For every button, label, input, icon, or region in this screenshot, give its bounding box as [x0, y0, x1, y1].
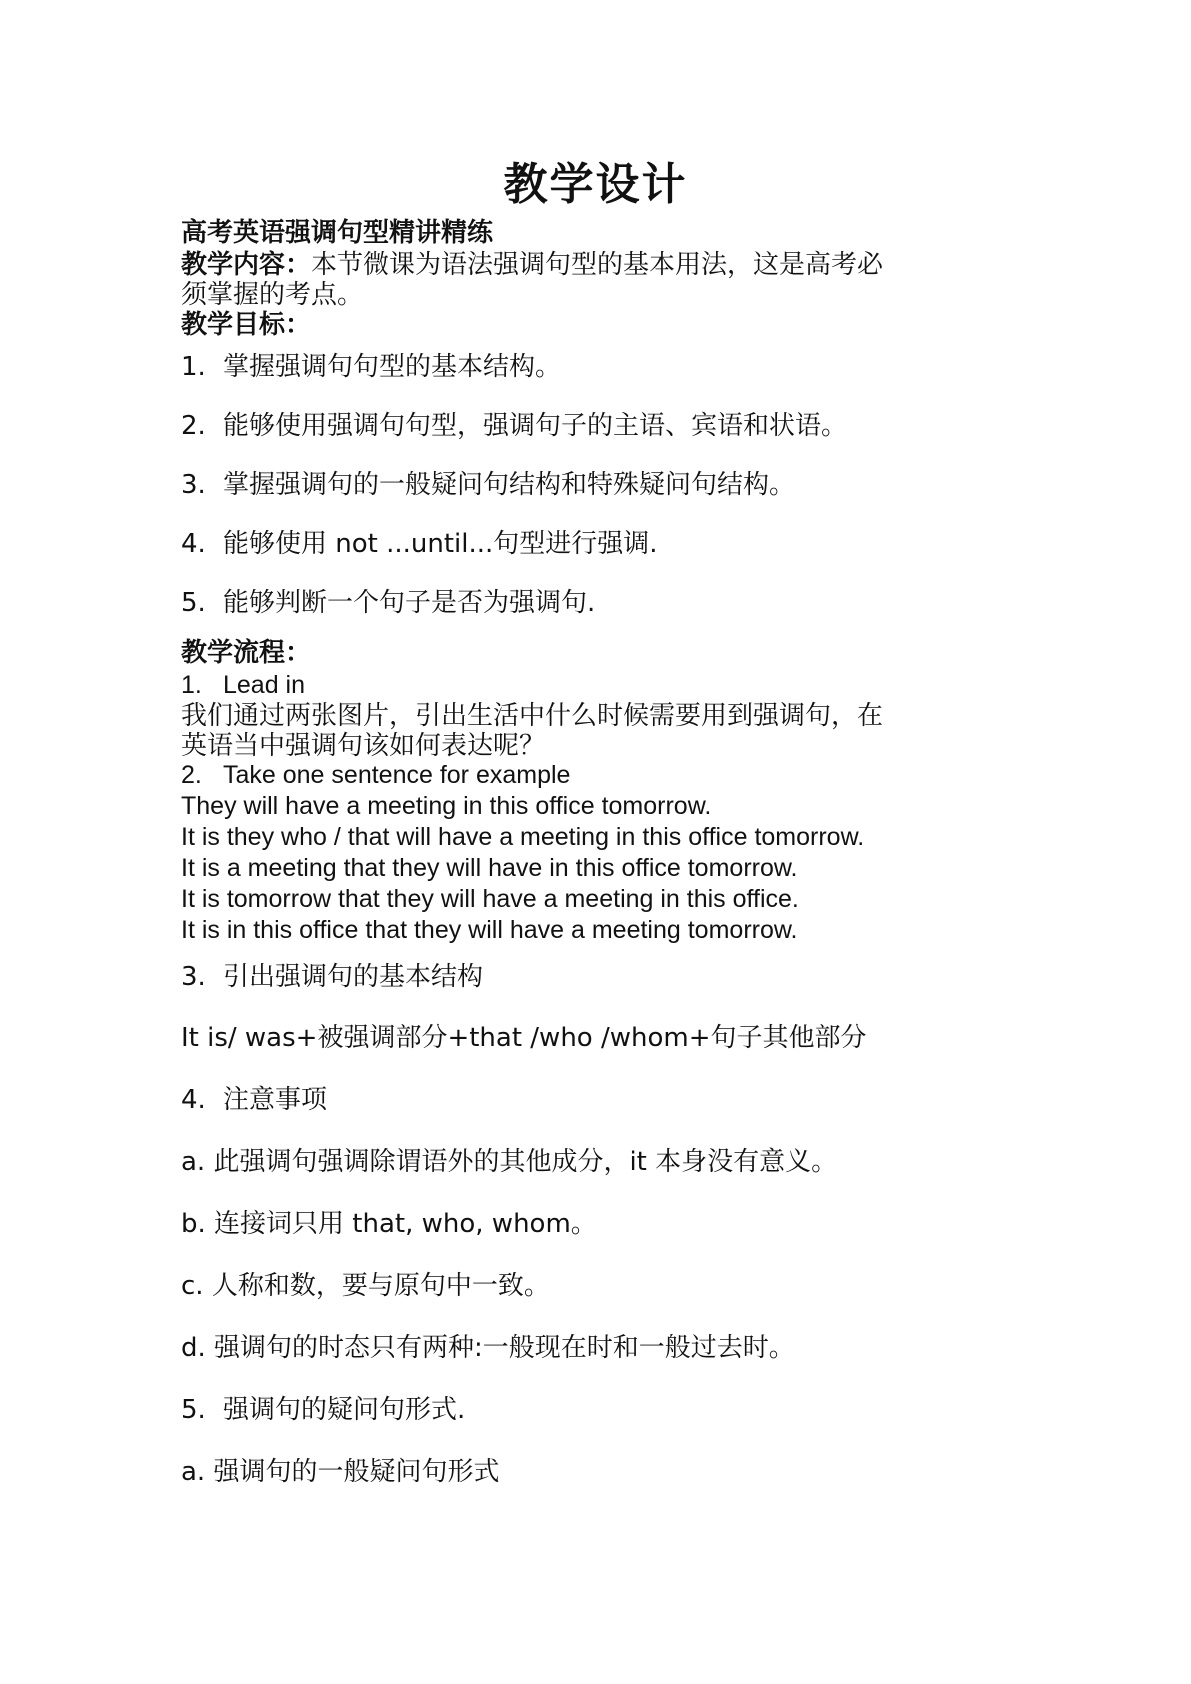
note-item: d. 强调句的时态只有两种:一般现在时和一般过去时。 — [181, 1333, 795, 1363]
step1-desc-line-1: 我们通过两张图片，引出生活中什么时候需要用到强调句，在 — [181, 701, 884, 731]
process-heading: 教学流程： — [181, 638, 312, 668]
objective-number: 2. — [181, 411, 206, 441]
step-text: 强调句的疑问句形式. — [223, 1395, 466, 1425]
objective-item — [181, 469, 795, 502]
objective-number: 1. — [181, 352, 206, 382]
step5-item-a: a. 强调句的一般疑问句形式 — [181, 1457, 500, 1487]
objective-number: 4. — [181, 529, 206, 559]
page-title: 教学设计 — [503, 159, 688, 210]
process-step-1 — [181, 669, 305, 702]
example-sentence: They will have a meeting in this office tomorrow. — [181, 792, 712, 820]
process-step-5 — [181, 1394, 465, 1427]
objectives-heading: 教学目标： — [181, 310, 312, 340]
process-step-2 — [181, 759, 570, 792]
content-line-1 — [181, 249, 883, 282]
content-text-1: 本节微课为语法强调句型的基本用法，这是高考必 — [311, 250, 884, 280]
step-text: 注意事项 — [223, 1085, 328, 1115]
step-text: Lead in — [223, 671, 306, 699]
objective-text: 能够使用 not ...until...句型进行强调. — [223, 529, 658, 559]
step-text: Take one sentence for example — [223, 761, 571, 789]
step-number: 1. — [181, 671, 202, 699]
example-sentence: It is they who / that will have a meeting in this office tomorrow. — [181, 823, 865, 851]
content-label: 教学内容： — [181, 250, 312, 280]
objective-number: 5. — [181, 588, 206, 618]
example-sentence: It is in this office that they will have a meeting tomorrow. — [181, 916, 798, 944]
note-item: a. 此强调句强调除谓语外的其他成分，it 本身没有意义。 — [181, 1147, 838, 1177]
step1-desc-line-2: 英语当中强调句该如何表达呢？ — [181, 731, 546, 761]
objective-item — [181, 351, 561, 384]
step-number: 5. — [181, 1395, 206, 1425]
note-item: c. 人称和数，要与原句中一致。 — [181, 1271, 550, 1301]
objective-text: 能够判断一个句子是否为强调句. — [223, 588, 596, 618]
objective-text: 能够使用强调句句型，强调句子的主语、宾语和状语。 — [223, 411, 848, 441]
lesson-subtitle: 高考英语强调句型精讲精练 — [181, 218, 494, 248]
process-step-3 — [181, 961, 483, 994]
structure-formula: It is/ was+被强调部分+that /who /whom+句子其他部分 — [181, 1023, 867, 1053]
objective-text: 掌握强调句的一般疑问句结构和特殊疑问句结构。 — [223, 470, 796, 500]
step-text: 引出强调句的基本结构 — [223, 962, 484, 992]
step-number: 3. — [181, 962, 206, 992]
note-item: b. 连接词只用 that, who, whom。 — [181, 1209, 597, 1239]
example-sentence: It is a meeting that they will have in this office tomorrow. — [181, 854, 798, 882]
objective-text: 掌握强调句句型的基本结构。 — [223, 352, 562, 382]
step-number: 4. — [181, 1085, 206, 1115]
objective-item — [181, 410, 847, 443]
objective-number: 3. — [181, 470, 206, 500]
content-line-2: 须掌握的考点。 — [181, 280, 364, 310]
objective-item — [181, 528, 658, 561]
step-number: 2. — [181, 761, 202, 789]
objective-item — [181, 587, 595, 620]
example-sentence: It is tomorrow that they will have a meeting in this office. — [181, 885, 799, 913]
process-step-4 — [181, 1084, 327, 1117]
